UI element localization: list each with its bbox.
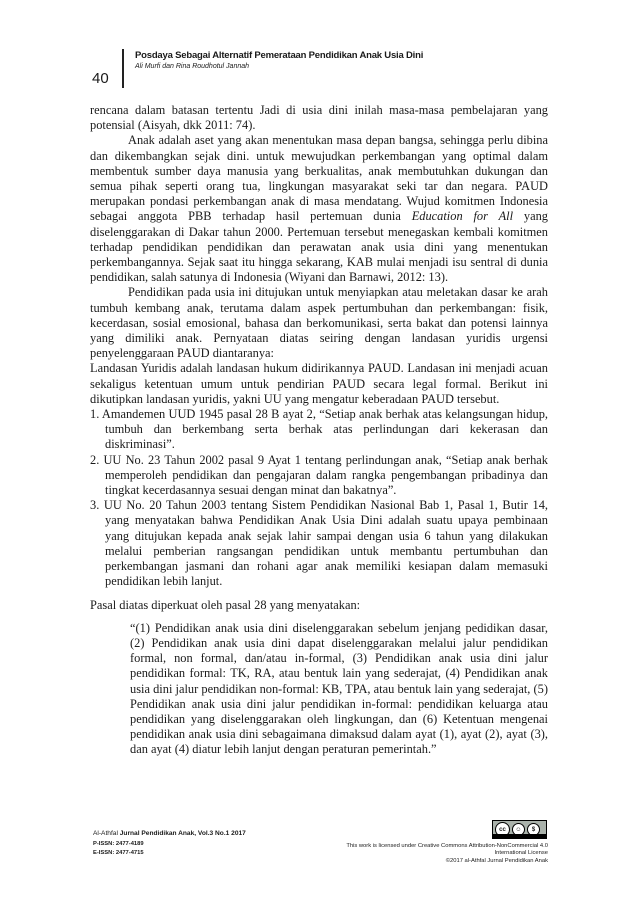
block-quote: “(1) Pendidikan anak usia dini diselenggarakan sebelum jenjang pedidikan dasar, (2) Pendidikan anak usia dini dapat diselenggarakan melalui jalur pendidikan formal, non formal, dan/atau in-formal, (3) Pendidikan anak usia dini jalur pendidikan formal: TK, RA, atau bentuk lain yang sederajat, (4) Pendidikan anak usia dini jalur pendidikan non-formal: KB, TPA, atau bentuk lain yang sederajat, (5) Pendidikan anak usia dini jalur pendidikan in-formal: pendidikan keluarga atau pendidikan yang diselenggarakan oleh lingkungan, dan (6) Ketentuan mengenai pendidikan anak usia dini sebagaimana dimaksud dalam ayat (1), ayat (2), ayat (3), dan ayat (4) diatur lebih lanjut dengan peraturan pemerintah.” xyxy=(130,620,548,757)
paragraph-5: Pasal diatas diperkuat oleh pasal 28 yang menyatakan: xyxy=(90,597,361,612)
paragraph-3: Pendidikan pada usia ini ditujukan untuk menyiapkan atau meletakan dasar ke arah tumbuh kembang anak, terutama dalam aspek pertumbuhan dan perkembangan: fisik, kecerdasan, sosial emosional, bahasa dan berkomunikasi, serta bakat dan potensi lainnya yang dimiliki anak. Pernyataan diatas seiring dengan landasan yuridis urgensi penyelenggaraan PAUD diantaranya: xyxy=(90,285,548,361)
paragraph-2-emphasis: Education for All xyxy=(411,209,514,224)
license-line-2: International License xyxy=(494,850,548,857)
license-notice xyxy=(288,843,548,865)
running-title: Posdaya Sebagai Alternatif Pemerataan Pendidikan Anak Usia Dini xyxy=(135,50,424,61)
body-text xyxy=(90,103,548,758)
legal-list xyxy=(90,407,548,589)
paragraph-2 xyxy=(90,133,548,285)
paragraph-4: Landasan Yuridis adalah landasan hukum didirikannya PAUD. Landasan ini menjadi acuan sekaligus ketentuan umum untuk pendirian PAUD secara legal formal. Berikut ini dikutipkan landasan yuridis, yakni UU yang mengatur keberadaan PAUD tersebut. xyxy=(90,361,548,406)
cc-icon: cc xyxy=(495,822,510,837)
journal-name: Jurnal Pendidikan Anak, Vol.3 No.1 2017 xyxy=(119,830,246,837)
attribution-icon: ☺ xyxy=(512,823,525,836)
running-authors: Ali Murfi dan Rina Roudhotul Jannah xyxy=(135,63,250,70)
noncommercial-icon: $ xyxy=(527,823,540,836)
list-item: 1. Amandemen UUD 1945 pasal 28 B ayat 2, “Setiap anak berhak atas kelangsungan hidup, tumbuh dan berkembang serta berhak atas perlindungan dari kekerasan dan diskriminasi”. xyxy=(90,407,548,452)
footer-journal xyxy=(93,830,246,837)
header-divider xyxy=(122,49,124,88)
cc-license-badge[interactable] xyxy=(492,820,547,839)
paragraph-1: rencana dalam batasan tertentu Jadi di usia dini inilah masa-masa pembelajaran yang potensial (Aisyah, dkk 2011: 74). xyxy=(90,103,548,133)
license-line-1: This work is licensed under Creative Commons Attribution-NonCommercial 4.0 xyxy=(346,843,548,849)
list-item: 3. UU No. 20 Tahun 2003 tentang Sistem Pendidikan Nasional Bab 1, Pasal 1, Butir 14, yang menyatakan bahwa Pendidikan Anak Usia Dini adalah suatu upaya pembinaan yang ditujukan kepada anak sejak lahir sampai dengan usia 6 tahun yang dilakukan melalui pemberian rangsangan pendidikan untuk membantu pertumbuhan dan perkembangan jasmani dan rohani agar anak memiliki kesiapan dalam memasuki pendidikan lebih lanjut. xyxy=(90,498,548,589)
list-item: 2. UU No. 23 Tahun 2002 pasal 9 Ayat 1 tentang perlindungan anak, “Setiap anak berhak memperoleh pendidikan dan pengajaran dalam rangka pengembangan pribadinya dan tingkat kecerdasannya sesuai dengan minat dan bakatnya”. xyxy=(90,452,548,498)
paragraph-2-text-b: yang diselenggarakan di Dakar tahun 2000. Pertemuan tersebut menegaskan kembali komitmen terhadap pendidikan pendidikan dan perawatan anak usia dini yang menentukan perkembangannya. Sejak saat itu hingga sekarang, KAB mulai menjadi isu sentral di dunia pendidikan, salah satunya di Indonesia (Wiyani dan Barnawi, 2012: 13). xyxy=(90,209,548,285)
page-number: 40 xyxy=(92,70,109,87)
p-issn: P-ISSN: 2477-4189 xyxy=(93,841,144,847)
journal-prefix: Al-Athfal xyxy=(93,830,118,837)
e-issn: E-ISSN: 2477-4715 xyxy=(93,850,144,856)
paragraph-2-text-a: Anak adalah aset yang akan menentukan masa depan bangsa, sehingga perlu dibina dan dikembangkan sejak dini. untuk mewujudkan perkembangan yang optimal dalam membentuk sumber daya manusia yang berkualitas, anak membutuhkan dukungan dan semua pihak seperti orang tua, lingkungan masyarakat seki tar dan negara. PAUD merupakan pondasi perkembangan anak di masa mendatang. Wujud komitmen Indonesia sebagai anggota PBB terhadap hasil pertemuan dunia xyxy=(90,133,548,224)
footer-issn xyxy=(93,840,144,858)
license-line-3: ©2017 al-Athfal Jurnal Pendidikan Anak xyxy=(445,857,548,864)
badge-strip xyxy=(493,834,546,838)
